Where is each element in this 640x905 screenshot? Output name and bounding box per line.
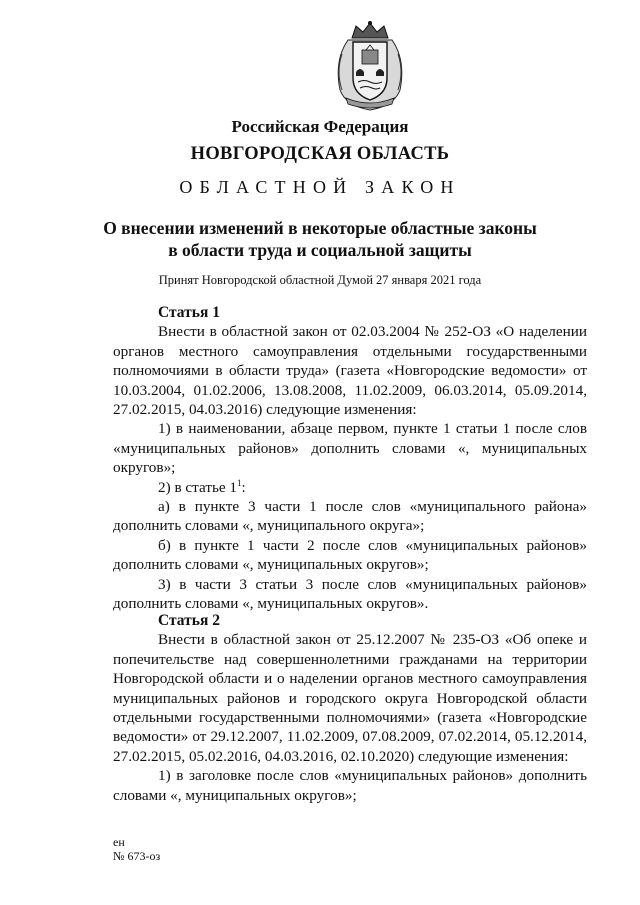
article-1-item-2-prefix: 2) в статье 1 — [158, 478, 238, 496]
article-1-intro: Внести в областной закон от 02.03.2004 № 252-ОЗ «О наделении органов местного самоуправления отдельными государственными полномочиями в области труда» (газета «Новгородские ведомости» от 10.03.2004, 01.02.2006, 13.08.2008, 11.02.2009, 06.03.2014, 05.09.2014, 27.02.2015, 04.03.2016) следующие изменения: — [113, 323, 587, 419]
document-footer — [113, 835, 160, 863]
adoption-note: Принят Новгородской областной Думой 27 января 2021 года — [158, 273, 482, 287]
region-name: НОВГОРОДСКАЯ ОБЛАСТЬ — [190, 144, 450, 164]
article-2-intro: Внести в областной закон от 25.12.2007 № 235-ОЗ «Об опеке и попечительстве над совершеннолетними гражданами на территории Новгородской области и о наделении органов местного самоуправления муниципальных районов и городского округа Новгородской области отдельными государственными полномочиями» (газета «Новгородские ведомости» от 29.12.2007, 11.02.2009, 07.08.2009, 07.02.2014, 05.12.2014, 27.02.2015, 05.02.2016, 04.03.2016, 02.10.2020) следующие изменения: — [113, 631, 587, 765]
article-1-item-3: 3) в части 3 статьи 3 после слов «муниципальных районов» дополнить словами «, муниципальных округов». — [113, 575, 587, 613]
country-name: Российская Федерация — [231, 117, 409, 136]
article-2 — [113, 611, 587, 805]
article-2-item-1: 1) в заголовке после слов «муниципальных районов» дополнить словами «, муниципальных округов»; — [113, 767, 587, 804]
article-1-item-1: 1) в наименовании, абзаце первом, пункте 1 статьи 1 после слов «муниципальных районов» дополнить словами «, муниципальных округов»; — [113, 420, 587, 477]
article-2-heading: Статья 2 — [158, 612, 220, 629]
law-title — [0, 217, 640, 261]
footer-law-number: № 673-оз — [113, 849, 161, 863]
law-title-line-1: О внесении изменений в некоторые областные законы — [103, 218, 537, 238]
article-1-item-2-superscript: 1 — [237, 477, 242, 488]
law-title-line-2: в области труда и социальной защиты — [168, 240, 472, 260]
article-1-heading: Статья 1 — [158, 304, 220, 321]
article-1-item-2 — [113, 478, 587, 497]
law-type: ОБЛАСТНОЙ ЗАКОН — [179, 177, 461, 197]
article-1-item-2b: б) в пункте 1 части 2 после слов «муниципальных районов» дополнить словами «, муниципальных округов»; — [113, 536, 587, 574]
article-1-item-2a: а) в пункте 3 части 1 после слов «муниципального района» дополнить словами «, муниципального округа»; — [113, 498, 587, 535]
article-1 — [113, 303, 587, 614]
footer-initials: ен — [113, 835, 125, 849]
coat-of-arms-icon — [326, 20, 414, 112]
article-1-item-2-suffix: : — [241, 478, 246, 496]
